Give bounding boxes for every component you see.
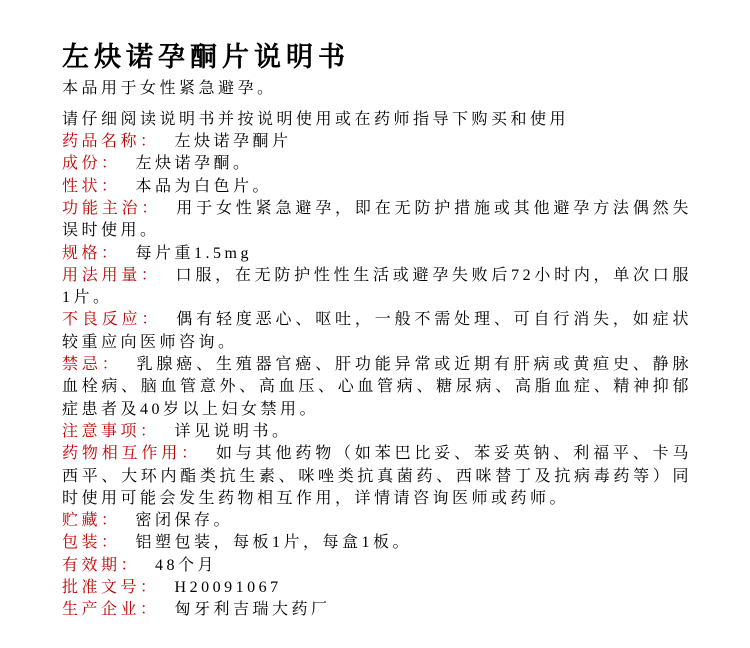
field-row-manufacturer	[62, 599, 692, 621]
field-label-approval-number: 批准文号：	[62, 578, 160, 596]
field-value-adverse-reactions: 偶有轻度恶心、呕吐，一般不需处理、可自行消失，如症状较重应向医师咨询。	[62, 311, 692, 351]
field-row-indications	[62, 198, 692, 243]
field-value-ingredients: 左炔诺孕酮。	[135, 155, 253, 173]
field-row-dosage	[62, 265, 692, 310]
field-row-drug-interactions	[62, 443, 692, 510]
field-row-adverse-reactions	[62, 309, 692, 354]
field-label-drug-name: 药品名称：	[62, 133, 160, 151]
field-label-adverse-reactions: 不良反应：	[62, 311, 162, 329]
field-row-description	[62, 176, 692, 198]
field-label-precautions: 注意事项：	[62, 422, 160, 440]
field-row-precautions	[62, 421, 692, 443]
field-label-drug-interactions: 药物相互作用：	[62, 445, 201, 463]
field-row-validity-period	[62, 555, 692, 577]
field-row-packaging	[62, 532, 692, 554]
field-value-packaging: 铝塑包装，每板1片，每盒1板。	[135, 534, 413, 552]
field-label-packaging: 包装：	[62, 534, 121, 552]
field-row-ingredients	[62, 153, 692, 175]
field-value-drug-interactions: 如与其他药物（如苯巴比妥、苯妥英钠、利福平、卡马西平、大环内酯类抗生素、咪唑类抗真菌药、西咪替丁及抗病毒药等）同时使用可能会发生药物相互作用，详情请咨询医师或药师。	[62, 445, 692, 507]
field-value-dosage: 口服，在无防护性性生活或避孕失败后72小时内，单次口服1片。	[62, 266, 692, 307]
field-label-storage: 贮藏：	[62, 512, 121, 530]
field-label-indications: 功能主治：	[62, 199, 162, 217]
field-value-drug-name: 左炔诺孕酮片	[174, 133, 292, 151]
page-title: 左炔诺孕酮片说明书	[62, 42, 350, 72]
field-value-indications: 用于女性紧急避孕，即在无防护措施或其他避孕方法偶然失误时使用。	[62, 199, 692, 240]
field-value-description: 本品为白色片。	[135, 177, 273, 195]
field-label-dosage: 用法用量：	[62, 266, 161, 284]
usage-summary-text: 本品用于女性紧急避孕。	[62, 80, 277, 98]
field-value-precautions: 详见说明书。	[174, 422, 292, 440]
field-label-validity-period: 有效期：	[62, 556, 141, 574]
field-value-specification: 每片重1.5mg	[135, 244, 252, 262]
field-label-description: 性状：	[62, 177, 121, 195]
field-row-contraindications	[62, 354, 692, 421]
field-label-contraindications: 禁忌：	[62, 356, 122, 374]
field-value-contraindications: 乳腺癌、生殖器官癌、肝功能异常或近期有肝病或黄疸史、静脉血栓病、脑血管意外、高血压、心血管病、糖尿病、高脂血症、精神抑郁症患者及40岁以上妇女禁用。	[62, 356, 692, 418]
field-row-storage	[62, 510, 692, 532]
field-value-storage: 密闭保存。	[135, 512, 234, 530]
field-label-specification: 规格：	[62, 244, 121, 262]
field-label-ingredients: 成份：	[62, 155, 121, 173]
read-instructions-notice: 请仔细阅读说明书并按说明使用或在药师指导下购买和使用	[62, 111, 570, 129]
field-value-approval-number: H20091067	[174, 578, 282, 596]
field-row-approval-number	[62, 577, 692, 599]
field-row-drug-name	[62, 131, 692, 153]
field-value-manufacturer: 匈牙利吉瑞大药厂	[174, 601, 331, 619]
field-row-specification	[62, 243, 692, 265]
field-label-manufacturer: 生产企业：	[62, 601, 160, 619]
field-value-validity-period: 48个月	[155, 556, 218, 574]
